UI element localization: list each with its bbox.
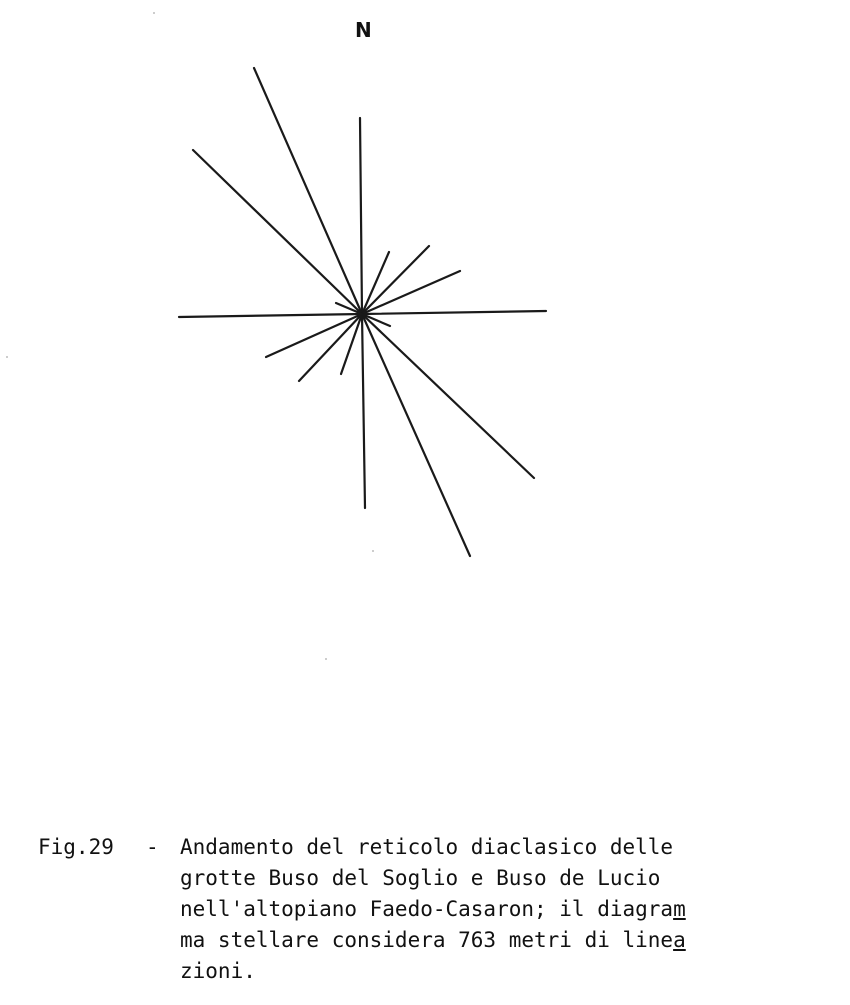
scan-speck [325,658,327,660]
scan-speck [372,550,374,552]
ray-east [362,311,546,314]
ray-south [362,314,365,508]
ray-sse [362,314,470,556]
ray-ene [362,271,460,314]
ray-ne [362,246,429,314]
ray-se [362,314,534,478]
caption-dash: - [146,835,159,859]
ray-west [179,314,362,317]
caption-text [180,832,820,987]
scan-speck [153,12,155,14]
caption-line: ma stellare considera 763 metri di linea [180,928,686,952]
caption-line: grotte Buso del Soglio e Buso de Lucio [180,866,661,890]
ray-nnw [254,68,362,314]
ray-north [360,118,362,314]
figure-number: Fig.29 [38,835,114,859]
ray-sw [299,314,362,381]
caption-line: Andamento del reticolo diaclasico delle [180,835,674,859]
north-label: N [355,18,372,42]
scan-speck [6,356,8,358]
caption-line: zioni. [180,959,256,983]
ray-wsw [266,314,362,357]
ray-nw [193,150,362,314]
caption-line: nell'altopiano Faedo-Casaron; il diagram [180,897,686,921]
